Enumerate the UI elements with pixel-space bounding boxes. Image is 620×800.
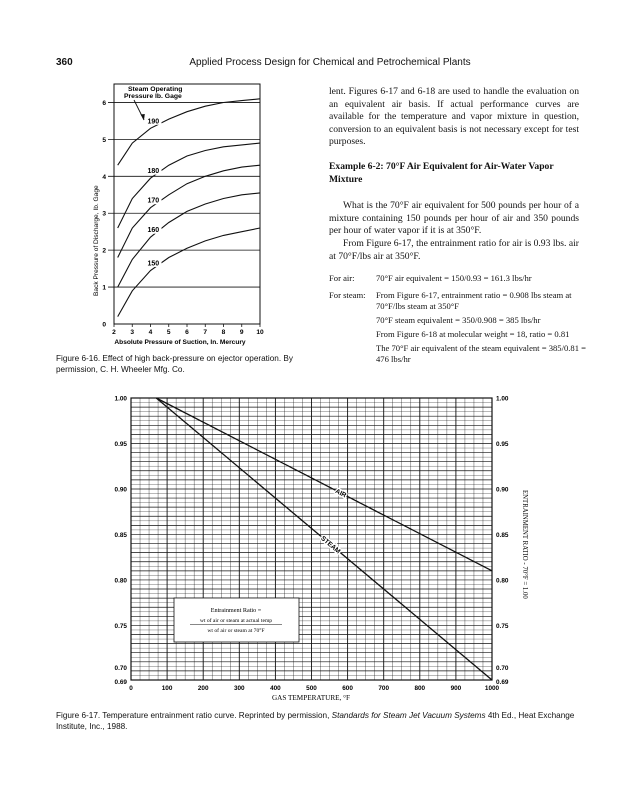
x-tick-label: 2 [112, 329, 116, 336]
example-answer-intro: From Figure 6-17, the entrainment ratio for air is 0.93 lbs. air at 70°F/lbs air at 350°F. [329, 237, 579, 262]
x-tick-label: 800 [414, 685, 426, 692]
pressure-curve-170 [118, 165, 260, 257]
figure-6-17-chart [56, 390, 556, 708]
calc-air-label: For air: [329, 273, 355, 283]
y-axis-title: Back Pressure of Discharge, Ib. Gage [93, 185, 100, 296]
y-tick-label-right: 0.85 [496, 531, 509, 539]
line-label-air: AIR [333, 487, 348, 500]
legend-title-line1: Steam Operating [128, 86, 183, 93]
annotation-denominator: wt of air or steam at 70°F [207, 628, 265, 634]
x-tick-label: 3 [130, 329, 135, 336]
y-tick-label-left: 1.00 [114, 395, 127, 403]
y-tick-label: 0 [102, 321, 106, 329]
y-tick-label-left: 0.69 [114, 679, 127, 686]
y-tick-label-left: 0.75 [114, 622, 127, 630]
running-header: Applied Process Design for Chemical and Petrochemical Plants [189, 57, 471, 68]
calc-steam-label: For steam: [329, 290, 366, 300]
figure-6-16-frame [114, 84, 260, 324]
x-tick-label: 8 [221, 329, 226, 336]
y-tick-label: 6 [102, 99, 106, 107]
y-tick-label: 5 [102, 136, 106, 144]
x-tick-label: 4 [148, 329, 153, 336]
x-tick-label: 300 [233, 685, 245, 692]
calc-steam-row [329, 290, 591, 368]
y-tick-label-left: 0.90 [114, 486, 127, 494]
annotation-title: Entrainment Ratio = [210, 607, 262, 614]
curve-label-190: 190 [147, 118, 160, 126]
pressure-curve-160 [118, 193, 260, 287]
x-tick-label: 0 [129, 685, 133, 692]
x-tick-label: 100 [161, 685, 173, 692]
y-tick-label-right: 1.00 [496, 395, 509, 403]
y-axis-title: ENTRAINMENT RATIO - 70°F = 1.00 [521, 490, 528, 599]
x-tick-label: 7 [203, 329, 208, 336]
y-tick-label-left: 0.85 [114, 531, 127, 539]
curve-label-160: 160 [147, 227, 160, 235]
y-tick-label: 2 [102, 247, 106, 255]
x-tick-label: 6 [185, 329, 189, 336]
pressure-curve-180 [118, 143, 260, 228]
figure-6-17-caption-suffix: 4th Ed., Heat Exchange Institute, Inc., 1988. [56, 711, 575, 731]
calc-steam-line-1: From Figure 6-17, entrainment ratio = 0.908 lbs steam at 70°F/lbs steam at 350°F [376, 290, 572, 311]
figure-6-17-caption-title: Standards for Steam Jet Vacuum Systems [331, 711, 486, 720]
curve-label-180: 180 [147, 168, 160, 176]
x-tick-label: 600 [342, 685, 353, 692]
y-tick-label-left: 0.95 [114, 440, 127, 448]
page-number: 360 [56, 57, 73, 68]
y-tick-label-right: 0.69 [496, 679, 509, 686]
x-tick-label: 500 [306, 685, 317, 692]
x-tick-label: 10 [256, 329, 264, 336]
y-tick-label: 3 [102, 210, 106, 218]
curve-label-170: 170 [147, 197, 160, 205]
x-tick-label: 1000 [484, 685, 500, 692]
legend-title-line2: Pressure lb. Gage [124, 93, 182, 100]
x-tick-label: 9 [239, 329, 244, 336]
curve-label-150: 150 [147, 260, 160, 268]
x-tick-label: 400 [270, 685, 281, 692]
x-tick-label: 5 [166, 329, 171, 336]
x-tick-label: 700 [378, 685, 390, 692]
y-tick-label-right: 0.90 [496, 486, 509, 494]
pressure-curve-150 [118, 228, 260, 317]
entrainment-ratio-box [174, 598, 299, 642]
y-tick-label-right: 0.75 [496, 622, 509, 630]
figure-6-17-caption-prefix: Figure 6-17. Temperature entrainment ratio curve. Reprinted by permission, [56, 711, 332, 720]
figure-6-17-caption [56, 711, 576, 732]
y-tick-label-right: 0.95 [496, 440, 509, 448]
example-heading: Example 6-2: 70°F Air Equivalent for Air-Water Vapor Mixture [329, 160, 554, 185]
calc-air-line: 70°F air equivalent = 150/0.93 = 161.3 lbs/hr [376, 273, 532, 283]
figure-6-16-chart [56, 76, 286, 354]
y-tick-label-left: 0.70 [114, 664, 127, 672]
calc-steam-line-4: The 70°F air equivalent of the steam equivalent = 385/0.81 = 476 lbs/hr [376, 343, 587, 364]
paragraph-continuation: lent. Figures 6-17 and 6-18 are used to handle the evaluation on an equivalent air basis. If actual performance curves are available for the temperature and vapor mixture in question, conversion to an equivalent basis is not necessary except for test purposes. [329, 86, 579, 148]
x-tick-label: 200 [197, 685, 209, 692]
legend-pointer-arrowhead [141, 114, 145, 120]
calc-steam-line-3: From Figure 6-18 at molecular weight = 18, ratio = 0.81 [376, 329, 570, 339]
figure-6-16-caption: Figure 6-16. Effect of high back-pressure on ejector operation. By permission, C. H. Wheeler Mfg. Co. [56, 354, 293, 374]
y-tick-label: 4 [102, 173, 106, 181]
y-tick-label-right: 0.70 [496, 664, 509, 672]
calc-air-row [329, 273, 591, 287]
x-axis-title: Absolute Pressure of Suction, In. Mercury [114, 339, 246, 346]
y-tick-label-left: 0.80 [114, 577, 127, 585]
calculation-block [329, 273, 591, 371]
y-tick-label: 1 [102, 284, 106, 292]
y-tick-label-right: 0.80 [496, 577, 509, 585]
example-question: What is the 70°F air equivalent for 500 pounds per hour of a mixture containing 150 pounds per hour of air and 350 pounds per hour of water vapor if it is at 350°F. [329, 200, 579, 237]
x-axis-title: GAS TEMPERATURE, °F [271, 694, 351, 702]
line-label-steam: STEAM [319, 535, 342, 556]
calc-steam-line-2: 70°F steam equivalent = 350/0.908 = 385 lbs/hr [376, 315, 541, 325]
annotation-numerator: wt of air or steam at actual temp [199, 618, 273, 624]
x-tick-label: 900 [450, 685, 462, 692]
body-text [329, 86, 579, 263]
